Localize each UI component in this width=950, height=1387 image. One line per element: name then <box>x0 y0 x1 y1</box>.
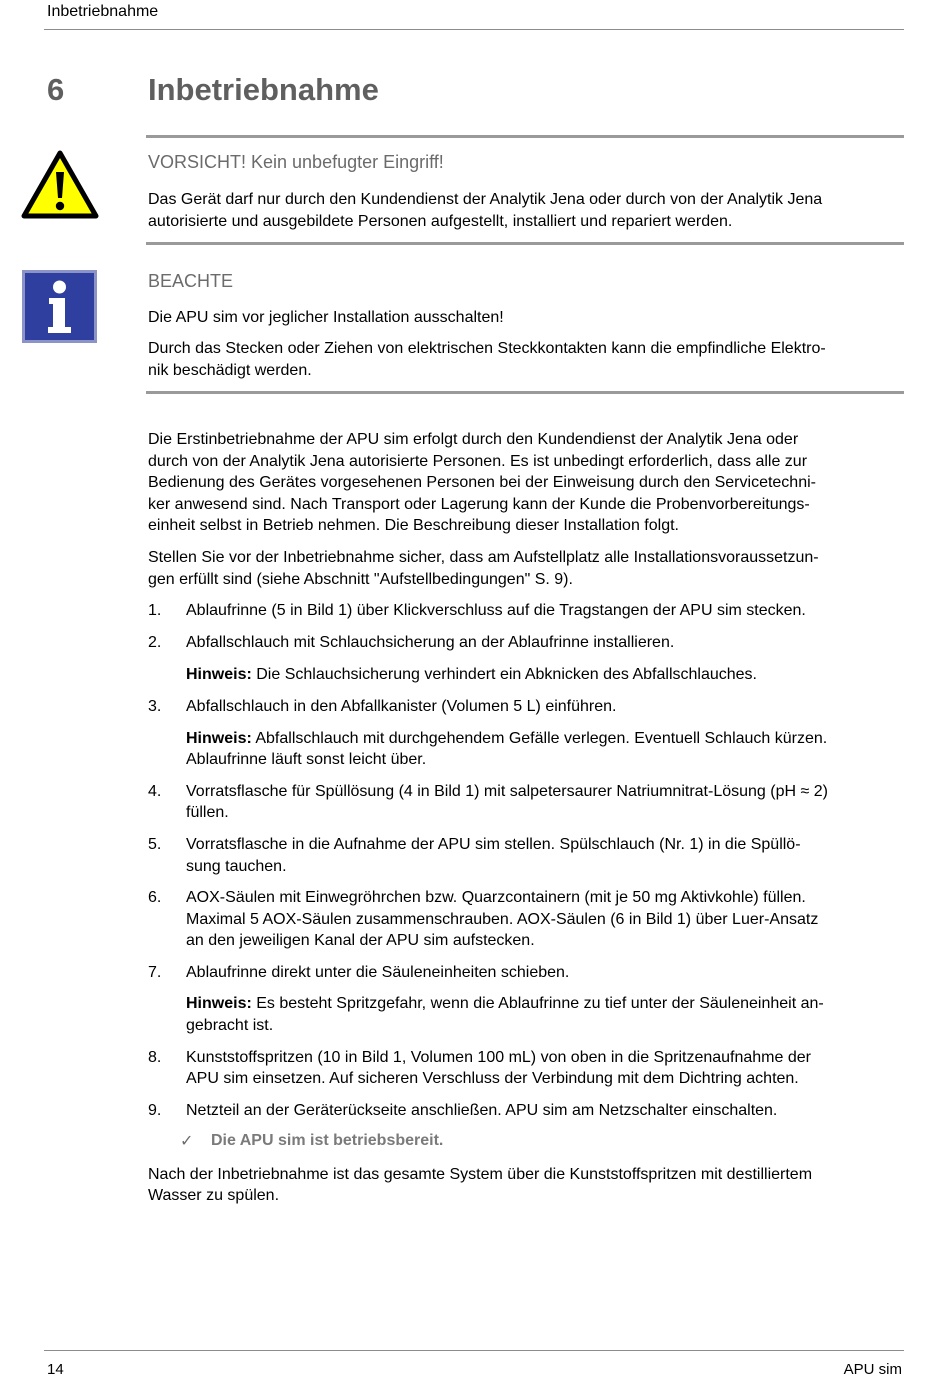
step-6-line-2: Maximal 5 AOX-Säulen zusammenschrauben. AOX-Säulen (6 in Bild 1) über Luer-Ansatz <box>186 911 819 928</box>
step-9-line-1: Netzteil an der Geräterückseite anschließen. APU sim am Netzschalter einschalten. <box>186 1102 778 1119</box>
result-text: Die APU sim ist betriebsbereit. <box>211 1132 444 1149</box>
step-number-4: 4. <box>148 783 162 800</box>
step-3-hint <box>186 728 900 750</box>
checkmark-icon: ✓ <box>180 1133 194 1150</box>
step-number-3: 3. <box>148 698 162 715</box>
info-icon <box>22 270 97 343</box>
step-number-7: 7. <box>148 964 162 981</box>
footer-product: APU sim <box>843 1361 902 1378</box>
note-bottom-rule <box>146 391 904 394</box>
step-2-hint <box>186 664 900 686</box>
step-2-line-1: Abfallschlauch mit Schlauchsicherung an der Ablaufrinne installieren. <box>186 634 675 651</box>
caution-top-rule <box>146 135 904 138</box>
caution-title: VORSICHT! Kein unbefugter Eingriff! <box>148 152 444 172</box>
note-title: BEACHTE <box>148 271 234 291</box>
note-text-line-2a: Durch das Stecken oder Ziehen von elektrischen Steckkontakten kann die empfindliche Elektro- <box>148 340 826 357</box>
step-1-line-1: Ablaufrinne (5 in Bild 1) über Klickverschluss auf die Tragstangen der APU sim stecken. <box>186 602 806 619</box>
step-8-line-1: Kunststoffspritzen (10 in Bild 1, Volumen 100 mL) von oben in die Spritzenaufnahme der <box>186 1049 811 1066</box>
intro-line-3: Bedienung des Gerätes vorgesehenen Personen bei der Einweisung durch den Servicetechni- <box>148 474 816 491</box>
step-number-5: 5. <box>148 836 162 853</box>
intro-line-1: Die Erstinbetriebnahme der APU sim erfolgt durch den Kundendienst der Analytik Jena oder <box>148 431 799 448</box>
intro-line-4: ker anwesend sind. Nach Transport oder Lagerung kann der Kunde die Probenvorbereitungs- <box>148 496 810 513</box>
step-2-hint-line-1: Die Schlauchsicherung verhindert ein Abknicken des Abfallschlauches. <box>256 666 757 683</box>
running-header: Inbetriebnahme <box>47 3 159 20</box>
warning-triangle-icon <box>21 150 99 220</box>
hint-label: Hinweis: <box>186 730 252 747</box>
step-number-1: 1. <box>148 602 162 619</box>
step-7-hint-line-1: Es besteht Spritzgefahr, wenn die Ablaufrinne zu tief unter der Säuleneinheit an- <box>256 995 824 1012</box>
step-4-line-1: Vorratsflasche für Spüllösung (4 in Bild 1) mit salpetersaurer Natriumnitrat-Lösung (pH ≈ 2) <box>186 783 828 800</box>
chapter-title: Inbetriebnahme <box>148 72 379 107</box>
step-3-hint-line-2: Ablaufrinne läuft sonst leicht über. <box>186 751 427 768</box>
step-6-line-1: AOX-Säulen mit Einwegröhrchen bzw. Quarzcontainern (mit je 50 mg Aktivkohle) füllen. <box>186 889 806 906</box>
chapter-number: 6 <box>47 72 65 107</box>
step-7-hint-line-2: gebracht ist. <box>186 1017 274 1034</box>
hint-label: Hinweis: <box>186 666 252 683</box>
prereq-line-2: gen erfüllt sind (siehe Abschnitt "Aufstellbedingungen" S. 9). <box>148 571 573 588</box>
step-number-6: 6. <box>148 889 162 906</box>
note-text-line-1: Die APU sim vor jeglicher Installation ausschalten! <box>148 309 504 326</box>
note-text-line-2b: nik beschädigt werden. <box>148 362 312 379</box>
intro-line-5: einheit selbst in Betrieb nehmen. Die Beschreibung dieser Installation folgt. <box>148 517 679 534</box>
step-number-2: 2. <box>148 634 162 651</box>
caution-text-line-1: Das Gerät darf nur durch den Kundendienst der Analytik Jena oder durch von der Analytik Jena <box>148 191 823 208</box>
step-8-line-2: APU sim einsetzen. Auf sicheren Verschluss der Verbindung mit dem Dichtring achten. <box>186 1070 799 1087</box>
step-3-line-1: Abfallschlauch in den Abfallkanister (Volumen 5 L) einführen. <box>186 698 617 715</box>
step-7-line-1: Ablaufrinne direkt unter die Säuleneinheiten schieben. <box>186 964 570 981</box>
step-4-line-2: füllen. <box>186 804 229 821</box>
prereq-line-1: Stellen Sie vor der Inbetriebnahme sicher, dass am Aufstellplatz alle Installationsvoraussetzun- <box>148 549 819 566</box>
step-6-line-3: an den jeweiligen Kanal der APU sim aufstecken. <box>186 932 535 949</box>
closing-line-1: Nach der Inbetriebnahme ist das gesamte System über die Kunststoffspritzen mit destilliertem <box>148 1166 813 1183</box>
step-5-line-2: sung tauchen. <box>186 858 287 875</box>
step-number-8: 8. <box>148 1049 162 1066</box>
closing-line-2: Wasser zu spülen. <box>148 1187 280 1204</box>
caution-bottom-rule <box>146 242 904 245</box>
step-3-hint-line-1: Abfallschlauch mit durchgehendem Gefälle verlegen. Eventuell Schlauch kürzen. <box>255 730 828 747</box>
hint-label: Hinweis: <box>186 995 252 1012</box>
step-5-line-1: Vorratsflasche in die Aufnahme der APU sim stellen. Spülschlauch (Nr. 1) in die Spüllö- <box>186 836 801 853</box>
step-number-9: 9. <box>148 1102 162 1119</box>
header-rule <box>44 29 904 30</box>
page-number: 14 <box>47 1361 64 1378</box>
caution-text-line-2: autorisierte und ausgebildete Personen aufgestellt, installiert und repariert werden. <box>148 213 733 230</box>
footer-rule <box>44 1350 904 1351</box>
step-7-hint <box>186 993 900 1015</box>
intro-line-2: durch von der Analytik Jena autorisierte Personen. Es ist unbedingt erforderlich, dass alle zur <box>148 453 808 470</box>
